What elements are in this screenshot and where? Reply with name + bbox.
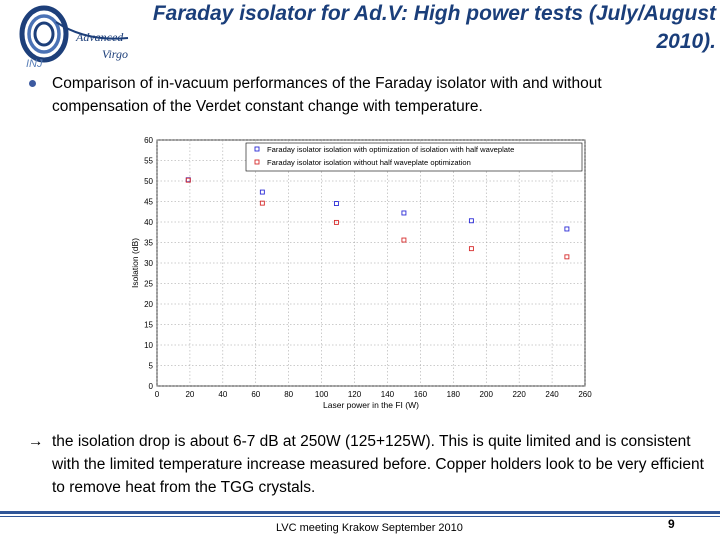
y-tick-label: 45 bbox=[144, 197, 153, 207]
y-axis-label: Isolation (dB) bbox=[130, 237, 140, 289]
y-axis-ticks bbox=[144, 136, 153, 391]
y-tick-label: 60 bbox=[144, 136, 153, 145]
x-tick-label: 0 bbox=[154, 390, 160, 399]
y-tick-label: 5 bbox=[148, 361, 153, 371]
x-tick-label: 120 bbox=[347, 390, 362, 399]
y-tick-label: 30 bbox=[144, 259, 153, 268]
slide-title: Faraday isolator for Ad.V: High power tests (July/August 2010). bbox=[152, 2, 716, 53]
y-tick-label: 40 bbox=[144, 218, 153, 227]
legend-label-series-1: Faraday isolator isolation with optimization of isolation with half waveplate bbox=[267, 145, 515, 154]
x-axis-label: Laser power in the FI (W) bbox=[323, 400, 419, 410]
arrow-icon: → bbox=[28, 433, 44, 450]
legend-label-series-2: Faraday isolator isolation without half waveplate optimization bbox=[267, 158, 471, 167]
advanced-virgo-logo bbox=[16, 2, 140, 74]
x-tick-label: 180 bbox=[446, 390, 460, 399]
logo-virgo-text: Virgo bbox=[102, 47, 128, 61]
x-tick-label: 60 bbox=[251, 390, 261, 399]
y-tick-label: 10 bbox=[144, 341, 153, 350]
x-tick-label: 140 bbox=[380, 390, 395, 399]
x-tick-label: 220 bbox=[512, 390, 526, 399]
y-tick-label: 25 bbox=[144, 279, 153, 289]
page-number: 9 bbox=[668, 517, 675, 531]
chart-legend bbox=[246, 143, 582, 171]
x-tick-label: 100 bbox=[314, 390, 329, 399]
y-tick-label: 15 bbox=[144, 320, 153, 330]
y-tick-label: 55 bbox=[144, 156, 153, 166]
footer-text: LVC meeting Krakow September 2010 bbox=[276, 522, 463, 534]
logo-inj-text: INJ bbox=[26, 58, 43, 70]
footer-rule-thin bbox=[0, 516, 720, 517]
conclusion-paragraph bbox=[28, 430, 708, 499]
x-axis-ticks bbox=[155, 390, 592, 399]
y-tick-label: 50 bbox=[144, 177, 153, 186]
x-tick-label: 20 bbox=[185, 390, 195, 399]
bullet-text: Comparison of in-vacuum performances of the Faraday isolator with and without compensation of the Verdet constant change with temperature. bbox=[52, 75, 602, 115]
logo-advanced-text: Advanced bbox=[76, 30, 124, 44]
conclusion-text: the isolation drop is about 6-7 dB at 250W (125+125W). This is quite limited and is consistent with the limited temperature increase measured before. Copper holders look to be very efficient to remove heat from the TGG crystals. bbox=[52, 433, 704, 496]
x-tick-label: 260 bbox=[578, 390, 592, 399]
y-tick-label: 0 bbox=[148, 382, 153, 391]
bullet-icon bbox=[29, 80, 36, 87]
y-tick-label: 35 bbox=[144, 238, 153, 248]
x-tick-label: 160 bbox=[413, 390, 428, 399]
x-tick-label: 240 bbox=[545, 390, 559, 399]
x-tick-label: 80 bbox=[284, 390, 294, 399]
isolation-chart bbox=[126, 132, 596, 414]
x-tick-label: 40 bbox=[218, 390, 228, 399]
footer-rule-thick bbox=[0, 511, 720, 514]
y-tick-label: 20 bbox=[144, 300, 153, 309]
x-tick-label: 200 bbox=[479, 390, 493, 399]
